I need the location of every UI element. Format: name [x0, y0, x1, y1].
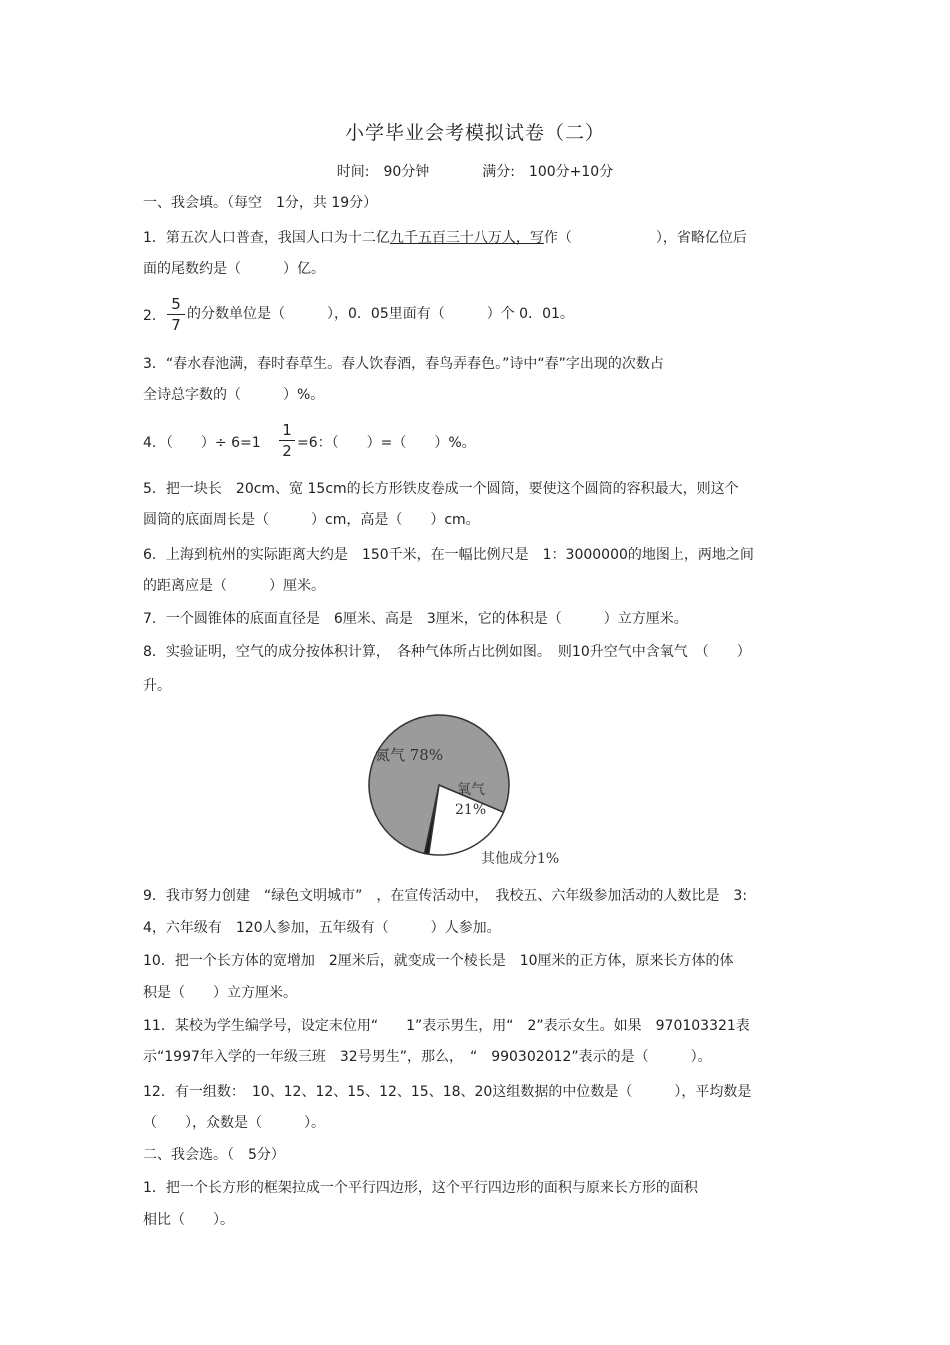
q10-line2: 积是（ ）立方厘米。: [143, 985, 297, 1001]
q12-line1: 12．有一组数： 10、12、12、15、12、15、18、20这组数据的中位数是（ ），平均数是: [143, 1084, 752, 1100]
q10-line1: 10．把一个长方体的宽增加 2厘米后，就变成一个棱长是 10厘米的正方体，原来长方体的体: [143, 953, 734, 969]
pie-label-oxygen-value: 21%: [455, 802, 487, 818]
section1-heading: 一、我会填。（每空 1分，共 19分）: [143, 195, 378, 211]
fraction-bar: [279, 440, 295, 441]
q4-fraction: [279, 421, 295, 460]
q1-line2: 面的尾数约是（ ）亿。: [143, 261, 325, 277]
q1-line1: [143, 228, 747, 248]
q2-fraction-denominator: 7: [171, 316, 181, 334]
q2-fraction-numerator: 5: [171, 295, 181, 313]
section2-heading: 二、我会选。（ 5分）: [143, 1147, 285, 1163]
q8-line2: 升。: [143, 678, 171, 694]
q6-line1: 6．上海到杭州的实际距离大约是 150千米，在一幅比例尺是 1：3000000的地图上，两地之间: [143, 547, 754, 563]
q1-text-b: 作（ ），省略亿位后: [543, 230, 747, 246]
q2-text: 的分数单位是（ ），0．05里面有（ ）个 0．01。: [187, 306, 574, 322]
fraction-bar: [167, 314, 185, 315]
q6-line2: 的距离应是（ ）厘米。: [143, 578, 325, 594]
q4-fraction-numerator: 1: [282, 421, 292, 439]
air-composition-pie-chart: [360, 712, 580, 872]
q11-line2: 示“1997年入学的一年级三班 32号男生”，那么， “ 990302012”表示的是（ ）。: [143, 1049, 712, 1065]
q2-fraction: [167, 295, 185, 334]
q12-line2: （ ），众数是（ ）。: [143, 1115, 325, 1131]
q7-text: 7．一个圆锥体的底面直径是 6厘米、高是 3厘米，它的体积是（ ）立方厘米。: [143, 611, 688, 627]
q9-line2: 4，六年级有 120人参加，五年级有（ ）人参加。: [143, 920, 501, 936]
q11-line1: 11．某校为学生编学号，设定末位用“ 1”表示男生，用“ 2”表示女生。如果 970103321表: [143, 1018, 750, 1034]
q5-line2: 圆筒的底面周长是（ ）cm，高是（ ）cm。: [143, 512, 480, 528]
q1-underlined-text: 九千五百三十八万人，写: [389, 230, 544, 246]
q2-number: 2.: [143, 308, 157, 324]
q1-text-a: 1．第五次人口普查，我国人口为十二亿: [143, 230, 390, 246]
q3-line2: 全诗总字数的（ ）%。: [143, 387, 325, 403]
exam-info: [0, 161, 950, 181]
pie-slices: [369, 715, 509, 855]
page-title: 小学毕业会考模拟试卷（二）: [344, 122, 605, 144]
pie-label-other: 其他成分1%: [481, 851, 560, 867]
q4-text-b: =6：（ ）=（ ）%。: [297, 435, 476, 451]
q4-fraction-denominator: 2: [282, 442, 292, 460]
s2-q1-line2: 相比（ ）。: [143, 1212, 234, 1228]
q3-line1: 3．“春水春池满，春时春草生。春人饮春酒，春鸟弄春色。”诗中“春”字出现的次数占: [143, 356, 664, 372]
pie-label-oxygen-name: 氧气: [457, 782, 485, 798]
exam-score: 满分: 100分+10分: [482, 164, 614, 180]
pie-label-nitrogen: 氮气 78%: [375, 746, 444, 764]
s2-q1-line1: 1．把一个长方形的框架拉成一个平行四边形，这个平行四边形的面积与原来长方形的面积: [143, 1180, 698, 1196]
q9-line1: 9．我市努力创建 “绿色文明城市” ，在宣传活动中， 我校五、六年级参加活动的人数比是 3:: [143, 888, 748, 904]
exam-time: 时间: 90分钟: [336, 164, 430, 180]
q8-line1: 8．实验证明，空气的成分按体积计算， 各种气体所占比例如图。 则10升空气中含氧气 （ ）: [143, 644, 751, 660]
q4-text-a: 4．（ ）÷ 6=1: [143, 435, 261, 451]
q5-line1: 5．把一块长 20cm、宽 15cm的长方形铁皮卷成一个圆筒，要使这个圆筒的容积最大，则这个: [143, 481, 739, 497]
